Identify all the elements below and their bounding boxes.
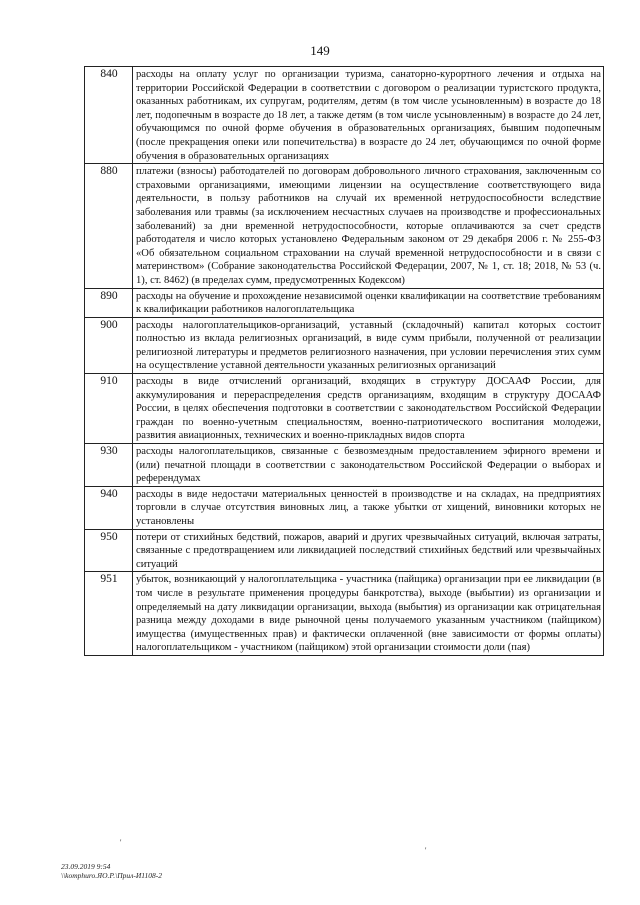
row-code: 940 (85, 486, 133, 529)
footer-file-path: \\komphuro.ЯО.Р.\Прил-И1108-2 (61, 871, 162, 880)
footer-timestamp: 23.09.2019 9:54 (61, 862, 111, 871)
row-description: расходы в виде отчислений организаций, входящих в структуру ДОСААФ России, для аккумулирования и перераспределения средств организациям, входящим в структуру ДОСААФ России, в целях обеспечения подготовки в соответствии с законодательством Российской Федерации граждан по военно-учетным специальностям, военно-патриотического воспитания молодежи, развития авиационных, технических и военно-прикладных видов спорта (133, 374, 604, 444)
scan-mark: ' (120, 838, 122, 847)
row-code: 910 (85, 374, 133, 444)
row-description: расходы налогоплательщиков, связанные с безвозмездным предоставлением эфирного времени и (или) печатной площади в соответствии с законодательством Российской Федерации о выборах и референдумах (133, 444, 604, 487)
row-description: расходы налогоплательщиков-организаций, уставный (складочный) капитал которых состоит полностью из вклада религиозных организаций, в виде сумм прибыли, полученной от реализации религиозной литературы и предметов религиозного назначения, при условии перечисления этих сумм на осуществление уставной деятельности указанных религиозных организаций (133, 317, 604, 373)
row-description: потери от стихийных бедствий, пожаров, аварий и других чрезвычайных ситуаций, включая затраты, связанные с предотвращением или ликвидацией последствий стихийных бедствий или чрезвычайных ситуаций (133, 529, 604, 572)
row-description: убыток, возникающий у налогоплательщика - участника (пайщика) организации при ее ликвидации (в том числе в результате применения процедуры банкротства), выходе (выбытии) из организации и определяемый на дату ликвидации организации, выхода (выбытия) из организации как отрицательная разница между доходами в виде рыночной цены получаемого указанным участником (пайщиком) имущества (имущественных прав) и фактически оплаченной (вне зависимости от формы оплаты) налогоплательщиком - участником (пайщиком) этой организации стоимости доли (пая) (133, 572, 604, 656)
row-code: 951 (85, 572, 133, 656)
row-description: расходы на оплату услуг по организации туризма, санаторно-курортного лечения и отдыха на территории Российской Федерации в соответствии с договором о реализации туристского продукта, оказанных работникам, их супругам, родителям, детям (в том числе усыновленным) в возрасте до 18 лет, подопечным в возрасте до 18 лет, а также детям (в том числе усыновленным) в возрасте до 24 лет, обучающимся по очной форме обучения в образовательных организациях, бывшим подопечным (после прекращения опеки или попечительства) в возрасте до 24 лет, обучающимся по очной форме обучения в образовательных организациях (133, 67, 604, 164)
row-code: 930 (85, 444, 133, 487)
row-code: 840 (85, 67, 133, 164)
row-code: 880 (85, 164, 133, 288)
row-description: расходы на обучение и прохождение независимой оценки квалификации на соответствие требованиям к квалификации работников налогоплательщика (133, 288, 604, 317)
table-row (85, 572, 604, 656)
table-row (85, 374, 604, 444)
footer (61, 862, 162, 880)
table-row (85, 529, 604, 572)
row-code: 900 (85, 317, 133, 373)
table-row (85, 317, 604, 373)
table-row (85, 164, 604, 288)
table-row (85, 67, 604, 164)
codes-table (84, 66, 604, 656)
scan-mark: ' (425, 846, 427, 855)
row-code: 950 (85, 529, 133, 572)
table-row (85, 486, 604, 529)
row-description: расходы в виде недостачи материальных ценностей в производстве и на складах, на предприятиях торговли в случае отсутствия виновных лиц, а также убытки от хищений, виновники которых не установлены (133, 486, 604, 529)
row-description: платежи (взносы) работодателей по договорам добровольного личного страхования, заключенным со страховыми организациями, имеющими лицензии на осуществление соответствующего вида деятельности, в пользу работников на случай их временной нетрудоспособности вследствие заболевания или травмы (за исключением несчастных случаев на производстве и профессиональных заболеваний) за дни временной нетрудоспособности, которые оплачиваются за счет средств работодателя и число которых установлено Федеральным законом от 29 декабря 2006 г. № 255-ФЗ «Об обязательном социальном страховании на случай временной нетрудоспособности и в связи с материнством» (Собрание законодательства Российской Федерации, 2007, № 1, ст. 18; 2018, № 53 (ч. 1), ст. 8462) (в пределах сумм, предусмотренных Кодексом) (133, 164, 604, 288)
page-number: 149 (310, 43, 330, 58)
codes-table-body (85, 67, 604, 656)
table-row (85, 288, 604, 317)
row-code: 890 (85, 288, 133, 317)
table-row (85, 444, 604, 487)
